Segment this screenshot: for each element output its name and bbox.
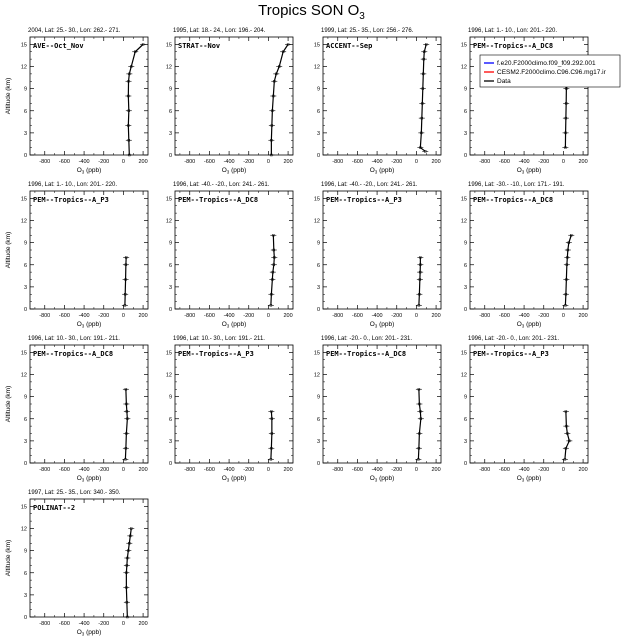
y-tick-label: 0 xyxy=(316,307,320,313)
panel-header: 1995, Lat: 18.- 24., Lon: 196.- 204. xyxy=(173,28,266,34)
x-tick-label: -200 xyxy=(98,313,110,319)
campaign-label: PEM--Tropics--A_DC8 xyxy=(473,42,554,50)
y-tick-label: 0 xyxy=(168,153,172,159)
y-tick-label: 12 xyxy=(165,372,172,379)
data-line xyxy=(271,44,288,155)
y-tick-label: 6 xyxy=(168,416,172,423)
x-axis-label: $O_3$ (ppb) xyxy=(76,629,102,637)
x-tick-label: 200 xyxy=(138,621,148,627)
plot-frame xyxy=(323,345,441,463)
x-tick-label: 200 xyxy=(431,159,441,165)
x-tick-label: 200 xyxy=(578,467,588,473)
y-tick-label: 3 xyxy=(316,130,320,137)
panel-header: 2004, Lat: 25.- 30., Lon: 262.- 271. xyxy=(28,28,121,34)
y-tick-label: 0 xyxy=(168,307,172,313)
panel-header: 1996, Lat: -20.- 0., Lon: 201.- 231. xyxy=(468,336,560,342)
x-tick-label: -800 xyxy=(184,313,196,319)
plot-frame xyxy=(30,345,148,463)
x-tick-label: -400 xyxy=(223,313,235,319)
campaign-label: POLINAT--2 xyxy=(33,504,76,512)
x-tick-label: -600 xyxy=(203,159,215,165)
x-tick-label: 0 xyxy=(561,467,565,473)
x-tick-label: -200 xyxy=(98,159,110,165)
data-line xyxy=(420,44,426,151)
x-tick-label: 0 xyxy=(266,159,270,165)
x-tick-label: -200 xyxy=(538,467,550,473)
x-tick-label: 0 xyxy=(561,313,565,319)
x-tick-label: 200 xyxy=(138,313,148,319)
x-tick-label: -200 xyxy=(391,159,403,165)
y-tick-label: 12 xyxy=(313,64,320,71)
y-tick-label: 3 xyxy=(316,438,320,445)
panel-4 xyxy=(461,28,620,175)
x-tick-label: -800 xyxy=(332,159,344,165)
y-tick-label: 6 xyxy=(463,108,467,115)
y-tick-label: 15 xyxy=(20,42,27,49)
x-tick-label: -200 xyxy=(243,159,255,165)
y-tick-label: 9 xyxy=(316,240,320,247)
x-axis-label: $O_3$ (ppb) xyxy=(516,167,542,175)
y-tick-label: 3 xyxy=(23,284,27,291)
x-tick-label: 0 xyxy=(121,467,125,473)
legend xyxy=(480,55,620,87)
panel-header: 1997, Lat: 25.- 35., Lon: 340.- 350. xyxy=(28,490,121,496)
x-tick-label: -200 xyxy=(243,313,255,319)
x-tick-label: 0 xyxy=(266,313,270,319)
x-tick-label: -600 xyxy=(58,467,70,473)
y-tick-label: 9 xyxy=(316,86,320,93)
campaign-label: PEM--Tropics--A_DC8 xyxy=(33,350,114,358)
y-tick-label: 6 xyxy=(23,262,27,269)
x-tick-label: -200 xyxy=(98,621,110,627)
x-axis-label: $O_3$ (ppb) xyxy=(76,475,102,483)
y-tick-label: 12 xyxy=(460,64,467,71)
y-tick-label: 12 xyxy=(460,372,467,379)
x-axis-label: $O_3$ (ppb) xyxy=(369,475,395,483)
y-tick-label: 15 xyxy=(165,196,172,203)
x-tick-label: 0 xyxy=(121,313,125,319)
campaign-label: AVE--Oct_Nov xyxy=(33,42,84,50)
x-tick-label: -800 xyxy=(479,159,491,165)
y-tick-label: 9 xyxy=(23,86,27,93)
y-tick-label: 0 xyxy=(463,461,467,467)
panel-1 xyxy=(5,28,148,175)
x-tick-label: -200 xyxy=(98,467,110,473)
x-tick-label: -800 xyxy=(39,467,51,473)
campaign-label: PEM--Tropics--A_P3 xyxy=(178,350,254,358)
y-tick-label: 9 xyxy=(463,240,467,247)
x-axis-label: $O_3$ (ppb) xyxy=(369,167,395,175)
x-tick-label: -400 xyxy=(223,159,235,165)
y-tick-label: 12 xyxy=(20,372,27,379)
y-axis-label: Altitude (km) xyxy=(5,231,12,269)
x-tick-label: -400 xyxy=(371,313,383,319)
x-axis-label: $O_3$ (ppb) xyxy=(516,321,542,329)
x-tick-label: -800 xyxy=(479,467,491,473)
x-tick-label: -400 xyxy=(518,159,530,165)
y-tick-label: 0 xyxy=(23,461,27,467)
x-tick-label: -400 xyxy=(223,467,235,473)
y-tick-label: 3 xyxy=(23,438,27,445)
x-tick-label: -600 xyxy=(58,313,70,319)
x-axis-label: $O_3$ (ppb) xyxy=(76,167,102,175)
y-tick-label: 6 xyxy=(168,262,172,269)
y-tick-label: 6 xyxy=(316,262,320,269)
y-tick-label: 3 xyxy=(463,438,467,445)
x-tick-label: -200 xyxy=(391,467,403,473)
x-tick-label: -400 xyxy=(518,467,530,473)
campaign-label: PEM--Tropics--A_P3 xyxy=(326,196,402,204)
figure-title-subscript: 3 xyxy=(359,11,365,22)
y-tick-label: 0 xyxy=(168,461,172,467)
x-tick-label: -600 xyxy=(351,159,363,165)
y-tick-label: 12 xyxy=(460,218,467,225)
legend-label: f.e20.F2000climo.f09_f09.292.001 xyxy=(497,60,596,67)
panel-3 xyxy=(314,28,441,175)
x-tick-label: -600 xyxy=(58,159,70,165)
plot-frame xyxy=(470,345,588,463)
x-axis-label: $O_3$ (ppb) xyxy=(221,475,247,483)
y-tick-label: 9 xyxy=(23,394,27,401)
y-axis-label: Altitude (km) xyxy=(5,77,12,115)
data-line xyxy=(565,235,571,305)
x-axis-label: $O_3$ (ppb) xyxy=(221,321,247,329)
y-tick-label: 6 xyxy=(23,416,27,423)
x-tick-label: 0 xyxy=(121,621,125,627)
x-tick-label: -400 xyxy=(518,313,530,319)
y-axis-label: Altitude (km) xyxy=(5,539,12,577)
y-tick-label: 3 xyxy=(168,438,172,445)
campaign-label: STRAT--Nov xyxy=(178,42,221,50)
y-tick-label: 15 xyxy=(165,350,172,357)
x-axis-label: $O_3$ (ppb) xyxy=(76,321,102,329)
panel-header: 1996, Lat: -20.- 0., Lon: 201.- 231. xyxy=(321,336,413,342)
x-tick-label: -600 xyxy=(203,467,215,473)
y-tick-label: 0 xyxy=(23,307,27,313)
y-tick-label: 3 xyxy=(168,130,172,137)
x-tick-label: -400 xyxy=(371,467,383,473)
x-tick-label: 200 xyxy=(578,159,588,165)
y-tick-label: 15 xyxy=(20,504,27,511)
campaign-label: PEM--Tropics--A_DC8 xyxy=(473,196,554,204)
x-tick-label: -200 xyxy=(243,467,255,473)
panel-header: 1996, Lat: -40.- -20., Lon: 241.- 261. xyxy=(321,182,418,188)
y-tick-label: 15 xyxy=(460,196,467,203)
x-tick-label: -600 xyxy=(58,621,70,627)
x-tick-label: -800 xyxy=(184,467,196,473)
y-tick-label: 9 xyxy=(463,394,467,401)
data-line xyxy=(565,411,569,459)
x-tick-label: -400 xyxy=(78,467,90,473)
campaign-label: ACCENT--Sep xyxy=(326,42,373,50)
x-tick-label: 0 xyxy=(121,159,125,165)
x-tick-label: -400 xyxy=(371,159,383,165)
x-tick-label: -800 xyxy=(332,313,344,319)
y-tick-label: 15 xyxy=(313,42,320,49)
x-tick-label: 200 xyxy=(283,313,293,319)
y-tick-label: 9 xyxy=(463,86,467,93)
x-tick-label: -400 xyxy=(78,621,90,627)
y-tick-label: 6 xyxy=(23,108,27,115)
x-tick-label: 200 xyxy=(138,159,148,165)
panel-13 xyxy=(5,490,148,637)
y-tick-label: 6 xyxy=(463,262,467,269)
y-tick-label: 6 xyxy=(168,108,172,115)
y-tick-label: 6 xyxy=(23,570,27,577)
plot-frame xyxy=(30,191,148,309)
x-tick-label: -600 xyxy=(351,313,363,319)
panel-header: 1996, Lat: 10.- 30., Lon: 191.- 211. xyxy=(173,336,265,342)
y-tick-label: 12 xyxy=(20,218,27,225)
x-tick-label: -600 xyxy=(498,159,510,165)
legend-label: Data xyxy=(497,78,511,85)
y-tick-label: 15 xyxy=(313,350,320,357)
x-tick-label: -400 xyxy=(78,159,90,165)
campaign-label: PEM--Tropics--A_DC8 xyxy=(326,350,407,358)
panel-8 xyxy=(461,182,588,329)
y-tick-label: 9 xyxy=(168,394,172,401)
y-tick-label: 9 xyxy=(168,240,172,247)
x-tick-label: -600 xyxy=(498,467,510,473)
y-tick-label: 9 xyxy=(23,240,27,247)
y-tick-label: 3 xyxy=(316,284,320,291)
legend-label: CESM2.F2000climo.C96.C96.mg17.ir xyxy=(497,69,606,76)
y-axis-label: Altitude (km) xyxy=(5,385,12,423)
x-tick-label: 200 xyxy=(578,313,588,319)
panel-header: 1996, Lat: 10.- 30., Lon: 191.- 211. xyxy=(28,336,120,342)
y-tick-label: 6 xyxy=(316,108,320,115)
y-tick-label: 12 xyxy=(20,526,27,533)
y-tick-label: 9 xyxy=(23,548,27,555)
campaign-label: PEM--Tropics--A_P3 xyxy=(33,196,109,204)
x-tick-label: 200 xyxy=(138,467,148,473)
x-tick-label: 0 xyxy=(414,159,418,165)
panel-9 xyxy=(5,336,148,483)
panel-7 xyxy=(314,182,441,329)
x-tick-label: -800 xyxy=(479,313,491,319)
y-tick-label: 3 xyxy=(23,130,27,137)
x-tick-label: -800 xyxy=(39,313,51,319)
panel-5 xyxy=(5,182,148,329)
y-tick-label: 0 xyxy=(463,307,467,313)
panel-12 xyxy=(461,336,588,483)
x-axis-label: $O_3$ (ppb) xyxy=(369,321,395,329)
data-line xyxy=(128,44,143,155)
y-tick-label: 15 xyxy=(313,196,320,203)
y-tick-label: 0 xyxy=(316,153,320,159)
x-tick-label: 0 xyxy=(561,159,565,165)
panel-header: 1996, Lat: -30.- -10., Lon: 171.- 191. xyxy=(468,182,565,188)
y-tick-label: 12 xyxy=(313,218,320,225)
y-tick-label: 12 xyxy=(313,372,320,379)
y-tick-label: 9 xyxy=(316,394,320,401)
x-tick-label: -400 xyxy=(78,313,90,319)
x-tick-label: 200 xyxy=(283,159,293,165)
x-tick-label: 0 xyxy=(414,467,418,473)
x-tick-label: 200 xyxy=(431,313,441,319)
y-tick-label: 0 xyxy=(23,615,27,621)
y-tick-label: 3 xyxy=(23,592,27,599)
figure-title-main: Tropics SON O xyxy=(258,2,360,19)
y-tick-label: 0 xyxy=(316,461,320,467)
panel-2 xyxy=(166,28,293,175)
data-line xyxy=(271,235,274,305)
y-tick-label: 9 xyxy=(168,86,172,93)
y-tick-label: 0 xyxy=(23,153,27,159)
x-tick-label: -200 xyxy=(538,159,550,165)
x-tick-label: 200 xyxy=(431,467,441,473)
panel-10 xyxy=(166,336,293,483)
x-tick-label: -200 xyxy=(538,313,550,319)
y-tick-label: 15 xyxy=(20,350,27,357)
y-tick-label: 6 xyxy=(316,416,320,423)
x-tick-label: 200 xyxy=(283,467,293,473)
y-tick-label: 6 xyxy=(463,416,467,423)
panel-6 xyxy=(166,182,293,329)
y-tick-label: 12 xyxy=(20,64,27,71)
x-axis-label: $O_3$ (ppb) xyxy=(221,167,247,175)
y-tick-label: 12 xyxy=(165,218,172,225)
plot-frame xyxy=(323,37,441,155)
y-tick-label: 3 xyxy=(168,284,172,291)
panel-header: 1996, Lat: 1.- 10., Lon: 201.- 220. xyxy=(468,28,558,34)
x-tick-label: -800 xyxy=(39,159,51,165)
y-tick-label: 15 xyxy=(165,42,172,49)
y-tick-label: 3 xyxy=(463,284,467,291)
panel-11 xyxy=(314,336,441,483)
panel-header: 1999, Lat: 25.- 35., Lon: 256.- 276. xyxy=(321,28,414,34)
y-tick-label: 15 xyxy=(460,350,467,357)
data-line xyxy=(418,389,420,459)
y-tick-label: 12 xyxy=(165,64,172,71)
x-tick-label: -800 xyxy=(332,467,344,473)
x-tick-label: 0 xyxy=(414,313,418,319)
campaign-label: PEM--Tropics--A_P3 xyxy=(473,350,549,358)
x-tick-label: -200 xyxy=(391,313,403,319)
panel-header: 1996, Lat: -40.- -20., Lon: 241.- 261. xyxy=(173,182,270,188)
x-tick-label: -800 xyxy=(39,621,51,627)
y-tick-label: 15 xyxy=(20,196,27,203)
plot-frame xyxy=(175,345,293,463)
x-tick-label: -600 xyxy=(498,313,510,319)
x-axis-label: $O_3$ (ppb) xyxy=(516,475,542,483)
x-tick-label: -600 xyxy=(203,313,215,319)
x-tick-label: -600 xyxy=(351,467,363,473)
panel-header: 1996, Lat: 1.- 10., Lon: 201.- 220. xyxy=(28,182,118,188)
plot-frame xyxy=(323,191,441,309)
campaign-label: PEM--Tropics--A_DC8 xyxy=(178,196,259,204)
y-tick-label: 0 xyxy=(463,153,467,159)
x-tick-label: 0 xyxy=(266,467,270,473)
y-tick-label: 3 xyxy=(463,130,467,137)
x-tick-label: -800 xyxy=(184,159,196,165)
y-tick-label: 15 xyxy=(460,42,467,49)
